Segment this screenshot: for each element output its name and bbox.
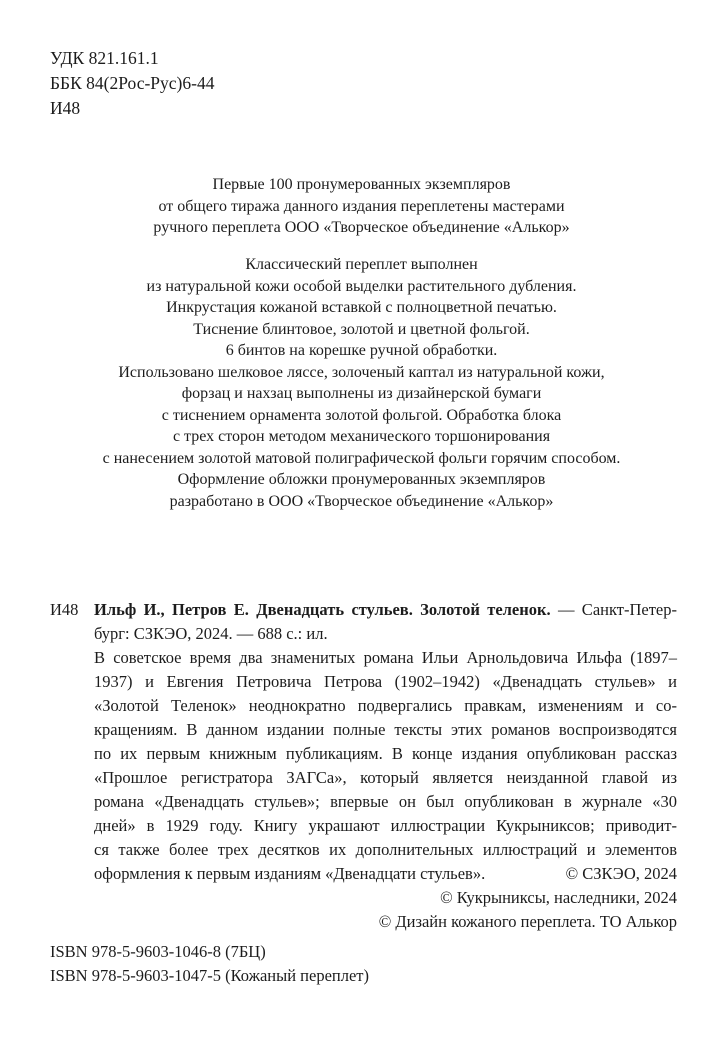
- limited-edition-line: от общего тиража данного издания переплетены мастерами: [158, 197, 565, 215]
- annotation-line: оформления к первым изданиям «Двенадцати стульев».: [94, 864, 486, 883]
- bbk-code: ББК 84(2Рос-Рус)6-44: [50, 73, 215, 93]
- binding-line: 6 бинтов на корешке ручной обработки.: [225, 342, 498, 359]
- binding-line: разработано в ООО «Творческое объединение «Алькор»: [169, 492, 554, 510]
- annotation-line: ся также более трех десятков их дополнительных иллюстраций и элементов: [94, 840, 677, 859]
- entry-heading: [94, 598, 677, 622]
- annotation-line: В советское время два знаменитых романа Ильи Арнольдовича Ильфа (1897–: [94, 648, 677, 667]
- isbn-line: ISBN 978-5-9603-1046-8 (7БЦ): [50, 942, 266, 961]
- annotation-line: романа «Двенадцать стульев»; впервые он был опубликован в журнале «30: [94, 792, 677, 811]
- bibliographic-entry: [50, 598, 677, 886]
- entry-title-rest: — Санкт-Петер-: [550, 600, 677, 619]
- binding-line: форзац и нахзац выполнены из дизайнерской бумаги: [181, 385, 542, 402]
- binding-line: Тиснение блинтовое, золотой и цветной фольгой.: [193, 320, 530, 338]
- binding-line: Оформление обложки пронумерованных экземпляров: [177, 471, 546, 488]
- copyright-line: © Дизайн кожаного переплета. ТО Алькор: [378, 912, 677, 931]
- isbn-line: ISBN 978-5-9603-1047-5 (Кожаный переплет): [50, 966, 370, 985]
- annotation-line: 1937) и Евгения Петровича Петрова (1902–1942) «Двенадцать стульев» и: [94, 672, 677, 691]
- binding-line: из натуральной кожи особой выделки растительного дубления.: [146, 277, 577, 295]
- binding-line: Инкрустация кожаной вставкой с полноцветной печатью.: [166, 299, 557, 316]
- binding-line: с трех сторон методом механического торшонирования: [172, 428, 551, 445]
- copyright-line: © Кукрыниксы, наследники, 2024: [440, 888, 677, 907]
- binding-line: Классический переплет выполнен: [245, 256, 478, 273]
- author-mark: И48: [50, 98, 81, 118]
- binding-line: Использовано шелковое ляссе, золоченый каптал из натуральной кожи,: [118, 363, 605, 381]
- isbn-block: [50, 940, 369, 988]
- binding-details: [40, 254, 683, 512]
- annotation-line: дней» в 1929 году. Книгу украшают иллюстрации Кукрыниксов; приводит-: [94, 816, 677, 835]
- annotation-line: по их первым книжным публикациям. В конце издания опубликован рассказ: [94, 744, 677, 763]
- classification-codes: [50, 46, 214, 121]
- annotation: [94, 646, 677, 886]
- copyright-block: [379, 862, 677, 934]
- annotation-line: кращениям. В данном издании полные тексты этих романов воспроизводятся: [94, 720, 677, 739]
- entry-title: Ильф И., Петров Е. Двенадцать стульев. Золотой теленок.: [94, 600, 551, 619]
- annotation-line: «Прошлое регистратора ЗАГСа», который является неизданной главой из: [94, 768, 677, 787]
- entry-imprint: бург: СЗКЭО, 2024. — 688 с.: ил.: [94, 624, 328, 643]
- limited-edition-line: Первые 100 пронумерованных экземпляров: [212, 176, 511, 193]
- binding-line: с тиснением орнамента золотой фольгой. Обработка блока: [161, 406, 562, 424]
- annotation-line: «Золотой Теленок» неоднократно подвергались правкам, изменениям и со-: [94, 696, 677, 715]
- udk-code: УДК 821.161.1: [50, 48, 159, 68]
- binding-line: с нанесением золотой матовой полиграфической фольги горячим способом.: [102, 449, 621, 467]
- limited-edition-line: ручного переплета ООО «Творческое объединение «Алькор»: [153, 219, 570, 236]
- copyright-line: © СЗКЭО, 2024: [565, 864, 677, 883]
- entry-code: И48: [50, 600, 79, 619]
- limited-edition-note: [40, 174, 683, 239]
